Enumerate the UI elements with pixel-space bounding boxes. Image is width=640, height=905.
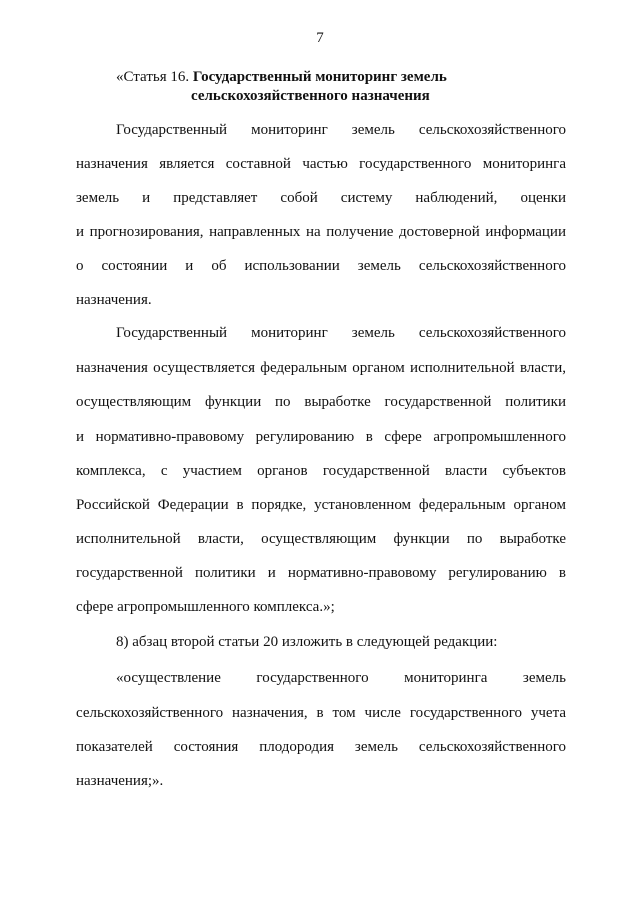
article-heading xyxy=(116,68,576,106)
text-line: сфере агропромышленного комплекса.»; xyxy=(76,599,335,615)
text-line: и нормативно-правовому регулированию в сфере агропромышленного xyxy=(76,429,566,445)
text-line: назначения. xyxy=(76,292,152,308)
text-line: 8) абзац второй статьи 20 изложить в следующей редакции: xyxy=(116,634,498,650)
article-heading-prefix: «Статья 16. xyxy=(116,69,193,85)
text-line: осуществляющим функции по выработке государственной политики xyxy=(76,394,566,410)
text-line: показателей состояния плодородия земель сельскохозяйственного xyxy=(76,739,566,755)
text-line: государственной политики и нормативно-правовому регулированию в xyxy=(76,565,566,581)
text-line: «осуществление государственного мониторинга земель xyxy=(116,670,566,686)
text-line: Государственный мониторинг земель сельскохозяйственного xyxy=(116,325,566,341)
text-line: назначения осуществляется федеральным органом исполнительной власти, xyxy=(76,360,566,376)
text-line: назначения;». xyxy=(76,773,164,789)
page-number: 7 xyxy=(316,30,324,46)
article-heading-title-2: сельскохозяйственного назначения xyxy=(191,88,430,104)
text-line: сельскохозяйственного назначения, в том числе государственного учета xyxy=(76,705,566,721)
text-line: земель и представляет собой систему наблюдений, оценки xyxy=(76,190,566,206)
text-line: исполнительной власти, осуществляющим функции по выработке xyxy=(76,531,566,547)
article-heading-title-1: Государственный мониторинг земель xyxy=(192,69,447,85)
text-line: Государственный мониторинг земель сельскохозяйственного xyxy=(116,122,566,138)
text-line: и прогнозирования, направленных на получение достоверной информации xyxy=(76,224,566,240)
text-line: назначения является составной частью государственного мониторинга xyxy=(76,156,566,172)
text-line: Российской Федерации в порядке, установленном федеральным органом xyxy=(76,497,566,513)
text-line: о состоянии и об использовании земель сельскохозяйственного xyxy=(76,258,566,274)
text-line: комплекса, с участием органов государственной власти субъектов xyxy=(76,463,566,479)
